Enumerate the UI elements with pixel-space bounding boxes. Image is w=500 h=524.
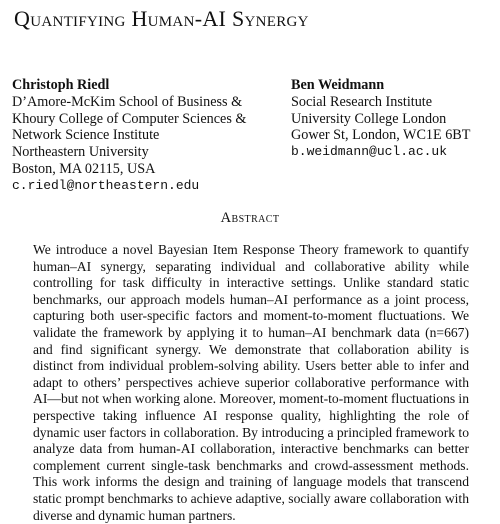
author-block-weidmann	[291, 77, 470, 161]
abstract-text: We introduce a novel Bayesian Item Response Theory framework to quantify human–AI synergy, separating individual and collaborative ability while controlling for task difficulty in interactive settings. Unlike standard static benchmarks, our approach models human–AI performance as a joint process, capturing both user-specific factors and moment-to-moment fluctuations. We validate the framework by applying it to human–AI benchmark data (n=667) and find significant synergy. We demonstrate that collaboration ability is distinct from individual problem-solving ability. Users better able to infer and adapt to others’ perspectives achieve superior collaborative performance with AI—but not when working alone. Moreover, moment-to-moment fluctuations in perspective taking influence AI response quality, highlighting the role of dynamic user factors in collaboration. By introducing a principled framework to analyze data from human-AI collaboration, interactive benchmarks can better complement current single-task benchmarks and crowd-assessment methods. This work informs the design and training of language models that transcend static prompt benchmarks to achieve adaptive, socially aware collaboration with diverse and dynamic human partners.	[33, 242, 469, 523]
affiliation-line: University College London	[291, 110, 447, 127]
author-email[interactable]: c.riedl@northeastern.edu	[12, 177, 200, 193]
author-block-riedl	[12, 77, 246, 195]
affiliation-line: Khoury College of Computer Sciences &	[12, 110, 247, 127]
abstract-heading: Abstract	[220, 210, 280, 226]
affiliation-line: Network Science Institute	[12, 127, 160, 144]
author-name: Ben Weidmann	[291, 77, 385, 93]
affiliation-line: Boston, MA 02115, USA	[12, 160, 156, 177]
author-name: Christoph Riedl	[12, 77, 110, 93]
affiliation-line: Northeastern University	[12, 144, 149, 161]
affiliation-line: Social Research Institute	[291, 93, 433, 110]
author-email[interactable]: b.weidmann@ucl.ac.uk	[291, 144, 448, 160]
affiliation-line: D’Amore-McKim School of Business &	[12, 93, 243, 110]
affiliation-line: Gower St, London, WC1E 6BT	[291, 127, 471, 144]
paper-title: Quantifying Human-AI Synergy	[14, 6, 309, 31]
